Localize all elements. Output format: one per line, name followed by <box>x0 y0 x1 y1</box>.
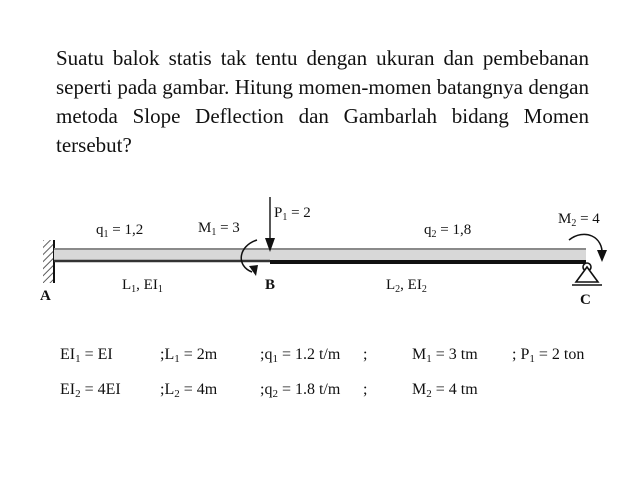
data-row-2 <box>60 381 478 400</box>
pin-support-c <box>572 263 602 285</box>
node-label-b: B <box>265 277 276 293</box>
span-label-1: $L_1$, $EI_1$ <box>122 277 163 295</box>
problem-text: Suatu balok statis tak tentu dengan ukuran dan pembebanan seperti pada gambar. Hitung momen-momen batangnya dengan metoda Slope Deflection dan Gambarlah bidang Momen tersebut? <box>56 46 589 157</box>
data-moment-1: M1 = 3 tm <box>412 346 478 365</box>
load-label-m1: $M_1 = 3$ <box>198 220 240 238</box>
data-semicolon-1: ; <box>363 346 368 363</box>
beam-span-2 <box>270 248 586 262</box>
load-label-q1: $q_1 = 1,2$ <box>96 222 144 240</box>
beam-span-1 <box>54 248 270 261</box>
span-label-2: $L_2$, $EI_2$ <box>386 277 427 295</box>
node-label-c: C <box>580 292 591 308</box>
data-point-load: ; P1 = 2 ton <box>512 346 585 365</box>
data-load-1: ;q1 = 1.2 t/m <box>260 346 341 365</box>
data-semicolon-2: ; <box>363 381 368 398</box>
data-moment-2: M2 = 4 tm <box>412 381 478 400</box>
data-length-2: ;L2 = 4m <box>160 381 218 400</box>
load-label-m2: $M_2 = 4$ <box>558 211 600 229</box>
data-ei-1: EI1 = EI <box>60 346 113 365</box>
data-length-1: ;L1 = 2m <box>160 346 218 365</box>
data-row-1 <box>60 346 584 365</box>
fixed-support-a <box>43 240 54 283</box>
load-label-p1: $P_1 = 2$ <box>274 205 311 223</box>
data-load-2: ;q2 = 1.8 t/m <box>260 381 341 400</box>
data-ei-2: EI2 = 4EI <box>60 381 121 400</box>
node-label-a: A <box>40 288 51 304</box>
load-label-q2: $q_2 = 1,8$ <box>424 222 472 240</box>
